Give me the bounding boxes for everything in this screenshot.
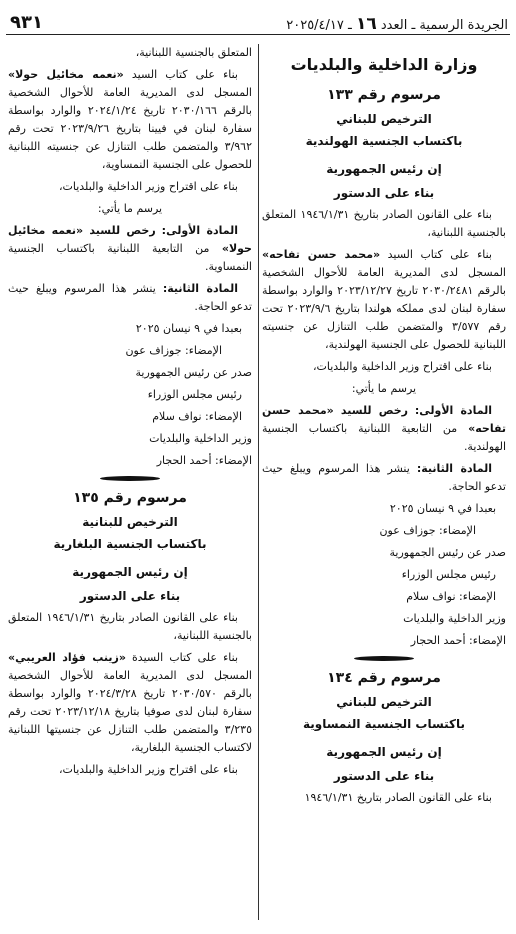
- column-divider: [258, 44, 259, 920]
- separator-ornament: [100, 476, 160, 481]
- minister-title: وزير الداخلية والبلديات: [149, 432, 252, 445]
- gazette-title: [286, 14, 508, 34]
- ministry-title: وزارة الداخلية والبلديات: [290, 55, 478, 74]
- decree-133-heading: الترخيص للبناني: [336, 112, 432, 126]
- page-number: ٩٣١: [10, 12, 43, 33]
- pm-signature: الإمضاء: نواف سلام: [406, 590, 496, 603]
- separator-ornament: [354, 656, 414, 661]
- decree-date: بعبدا في ٩ نيسان ٢٠٢٥: [389, 502, 496, 515]
- letter-paragraph: بناء على كتاب السيد «محمد حسن تفاحه» المسجل لدى المديرية العامة للأحوال الشخصية بالرقم ٢٠٣٠/٢٤٨١ تاريخ ٢٠٢٣/١٢/٢٧ والوارد بواسطة سفارة لبنان لدى مملكه هولندا بتاريخ ٢٠٢٣/٩/٦ تحت رقم ٣/٥٧٧ والمتضمن طلب التنازل عن جنسيته اللبنانية للحصول على الجنسية الهولندية،: [262, 248, 506, 351]
- president-signature: الإمضاء: جوزاف عون: [379, 524, 476, 537]
- minister-title: وزير الداخلية والبلديات: [403, 612, 506, 625]
- president-line: إن رئيس الجمهورية: [326, 745, 442, 759]
- law-reference: بناء على القانون الصادر بتاريخ ١٩٤٦/١/٣١ المتعلق بالجنسية اللبنانية،: [8, 611, 252, 642]
- pm-title: رئيس مجلس الوزراء: [401, 568, 496, 581]
- pm-signature: الإمضاء: نواف سلام: [152, 410, 242, 423]
- minister-signature: الإمضاء: أحمد الحجار: [410, 634, 506, 647]
- constitution-line: بناء على الدستور: [333, 186, 435, 200]
- decree-134-subheading: باكتساب الجنسية النمساوية: [302, 717, 466, 731]
- article-1: المادة الأولى: رخص للسيد «محمد حسن تفاحه» من التابعية اللبنانية باكتساب الجنسية الهولندية.: [262, 404, 506, 453]
- decrees-line: يرسم ما يأتي:: [97, 202, 163, 215]
- decrees-line: يرسم ما يأتي:: [351, 382, 417, 395]
- decree-133-subheading: باكتساب الجنسية الهولندية: [305, 134, 463, 148]
- proposal-line: بناء على اقتراح وزير الداخلية والبلديات،: [58, 180, 238, 193]
- left-column: [8, 44, 252, 783]
- article-1: المادة الأولى: رخص للسيد «نعمه مخائيل حولا» من التابعية اللبنانية باكتساب الجنسية النمساوية.: [8, 224, 252, 273]
- issue-number: ١٦: [355, 14, 377, 34]
- applicant-name: «نعمه مخائيل حولا»: [8, 68, 124, 81]
- issued-by: صدر عن رئيس الجمهورية: [389, 546, 506, 559]
- proposal-line: بناء على اقتراح وزير الداخلية والبلديات،: [312, 360, 492, 373]
- president-line: إن رئيس الجمهورية: [72, 565, 188, 579]
- article-2: المادة الثانية: ينشر هذا المرسوم ويبلغ حيث تدعو الحاجة.: [262, 462, 506, 493]
- applicant-name: «محمد حسن تفاحه»: [262, 248, 381, 261]
- law-reference: بناء على القانون الصادر بتاريخ ١٩٤٦/١/٣١ المتعلق بالجنسية اللبنانية،: [262, 208, 506, 239]
- decree-date: بعبدا في ٩ نيسان ٢٠٢٥: [135, 322, 242, 335]
- decree-134-heading: الترخيص للبناني: [336, 695, 432, 709]
- gazette-name: الجريدة الرسمية ـ العدد: [380, 18, 508, 33]
- decree-135-subheading: باكتساب الجنسية البلغارية: [53, 537, 207, 551]
- law-reference: بناء على القانون الصادر بتاريخ ١٩٤٦/١/٣١: [304, 791, 492, 804]
- constitution-line: بناء على الدستور: [79, 589, 181, 603]
- decree-133-number: مرسوم رقم ١٣٣: [327, 87, 441, 103]
- right-column: [262, 44, 506, 811]
- issue-date: ـ ٢٠٢٥/٤/١٧: [286, 18, 352, 33]
- issued-by: صدر عن رئيس الجمهورية: [135, 366, 252, 379]
- president-signature: الإمضاء: جوزاف عون: [125, 344, 222, 357]
- page-header: [6, 12, 510, 35]
- law-reference-continued: المتعلق بالجنسية اللبنانية،: [135, 46, 252, 59]
- minister-signature: الإمضاء: أحمد الحجار: [156, 454, 252, 467]
- proposal-line: بناء على اقتراح وزير الداخلية والبلديات،: [58, 763, 238, 776]
- letter-paragraph: بناء على كتاب السيد «نعمه مخائيل حولا» المسجل لدى المديرية العامة للأحوال الشخصية بالرقم ٢٠٣٠/١٦٦ تاريخ ٢٠٢٤/١/٢٤ والوارد بواسطة سفارة لبنان في فيينا بتاريخ ٢٠٢٣/٩/٢٦ تحت رقم ٣/٩٦٢ والمتضمن طلب التنازل عن جنسيته اللبنانية للحصول على الجنسية النمساوية،: [8, 68, 252, 171]
- article-2: المادة الثانية: ينشر هذا المرسوم ويبلغ حيث تدعو الحاجة.: [8, 282, 252, 313]
- president-line: إن رئيس الجمهورية: [326, 162, 442, 176]
- pm-title: رئيس مجلس الوزراء: [147, 388, 242, 401]
- decree-134-number: مرسوم رقم ١٣٤: [327, 670, 441, 686]
- decree-135-heading: الترخيص للبنانية: [82, 515, 178, 529]
- applicant-name: «زينب فؤاد العريبي»: [8, 651, 126, 664]
- constitution-line: بناء على الدستور: [333, 769, 435, 783]
- letter-paragraph: بناء على كتاب السيدة «زينب فؤاد العريبي» المسجل لدى المديرية العامة للأحوال الشخصية بالرقم ٢٠٣٠/٥٧٠ تاريخ ٢٠٢٤/٣/٢٨ والوارد بواسطة سفارة لبنان لدى صوفيا بتاريخ ٢٠٢٣/١٢/١٨ تحت رقم ٣/٢٣٥ والمتضمن طلب التنازل عن جنسيتها اللبنانية لاكتساب الجنسية البلغارية،: [8, 651, 252, 754]
- decree-135-number: مرسوم رقم ١٣٥: [73, 490, 187, 506]
